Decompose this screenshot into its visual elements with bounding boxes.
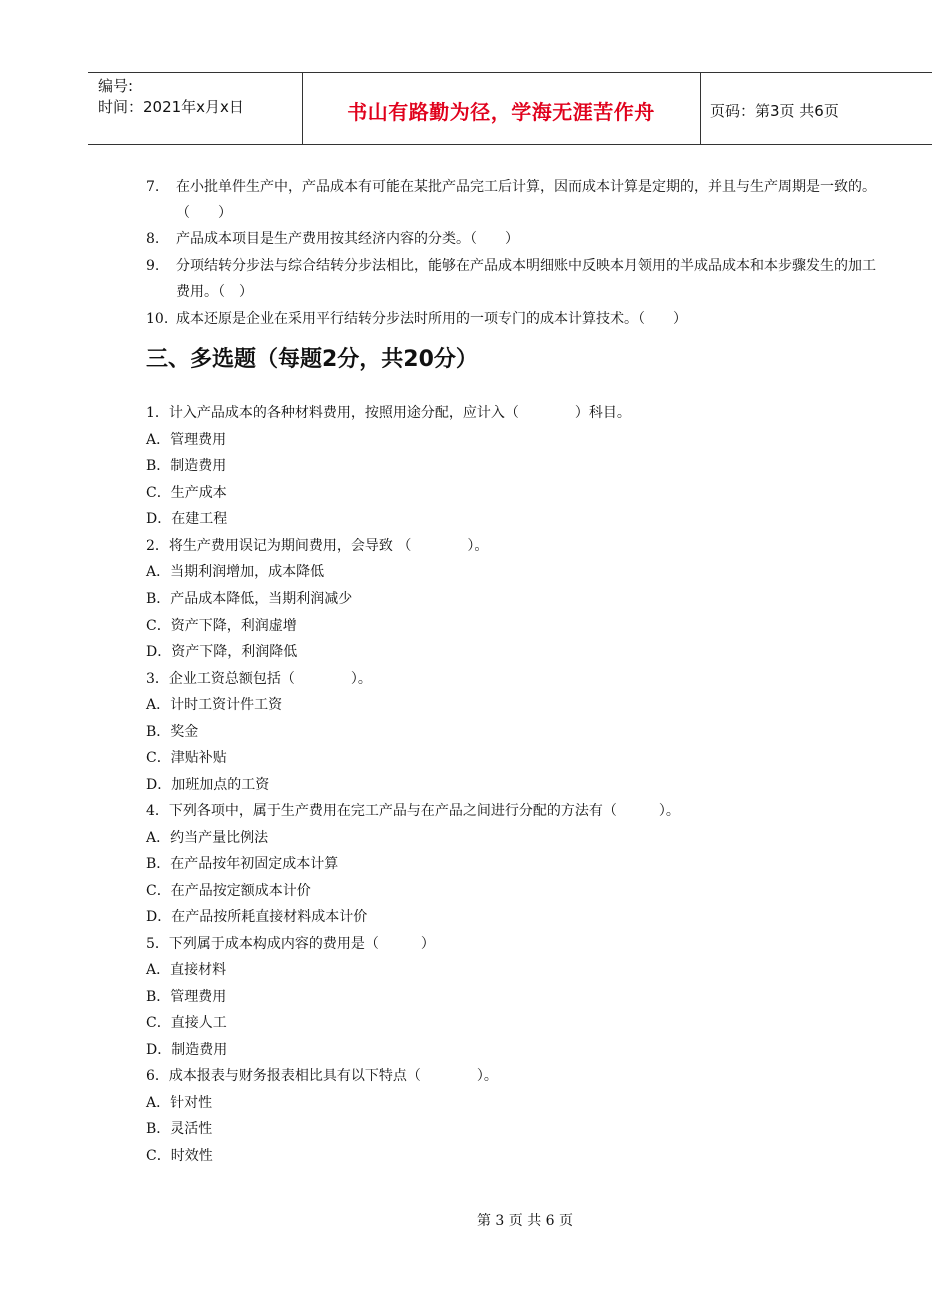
tf-item-9 [146, 253, 876, 305]
tf-number: 9. [146, 258, 160, 274]
tf-item-7 [146, 174, 876, 226]
option-line: B．在产品按年初固定成本计算 [146, 856, 339, 872]
header-bottom-rule [88, 144, 932, 145]
option-line: A．计时工资计件工资 [146, 697, 283, 713]
tf-item-8 [146, 226, 876, 252]
option-line: A．针对性 [146, 1095, 213, 1111]
question-3: 3．企业工资总额包括（ ）。 [146, 671, 372, 687]
option-line: D．在产品按所耗直接材料成本计价 [146, 909, 368, 925]
option-line: A．当期利润增加，成本降低 [146, 564, 325, 580]
header-top-rule [88, 72, 932, 73]
serial-label: 编号: [98, 77, 134, 95]
tf-text: 分项结转分步法与综合结转分步法相比，能够在产品成本明细账中反映本月领用的半成品成本和本步骤发生的加工费用。（ ） [176, 258, 876, 300]
option-line: A．直接材料 [146, 962, 227, 978]
question-4: 4．下列各项中，属于生产费用在完工产品与在产品之间进行分配的方法有（ ）。 [146, 803, 680, 819]
header-meta [98, 76, 244, 118]
tf-number: 10. [146, 311, 169, 327]
option-line: A．管理费用 [146, 432, 227, 448]
tf-item-10 [146, 306, 876, 332]
header-divider-right [700, 72, 701, 145]
option-line: B．管理费用 [146, 989, 227, 1005]
option-line: C．资产下降，利润虚增 [146, 618, 297, 634]
question-6: 6．成本报表与财务报表相比具有以下特点（ ）。 [146, 1068, 498, 1084]
option-line: B．产品成本降低，当期利润减少 [146, 591, 353, 607]
tf-text: 成本还原是企业在采用平行结转分步法时所用的一项专门的成本计算技术。（ ） [176, 311, 687, 327]
option-line: D．加班加点的工资 [146, 777, 270, 793]
header-motto: 书山有路勤为径，学海无涯苦作舟 [347, 100, 655, 124]
tf-text: 在小批单件生产中，产品成本有可能在某批产品完工后计算，因而成本计算是定期的，并且与生产周期是一致的。（ ） [176, 179, 876, 221]
option-line: C．津贴补贴 [146, 750, 227, 766]
option-line: B．灵活性 [146, 1121, 213, 1137]
option-line: C．在产品按定额成本计价 [146, 883, 311, 899]
tf-text: 产品成本项目是生产费用按其经济内容的分类。（ ） [176, 231, 519, 247]
tf-number: 7. [146, 179, 160, 195]
option-line: A．约当产量比例法 [146, 830, 269, 846]
section-title: 三、多选题（每题2分，共20分） [146, 347, 478, 372]
option-line: D．制造费用 [146, 1042, 228, 1058]
option-line: B．制造费用 [146, 458, 227, 474]
option-line: C．时效性 [146, 1148, 213, 1164]
option-line: D．在建工程 [146, 511, 228, 527]
page-footer: 第 3 页 共 6 页 [476, 1213, 574, 1229]
option-line: C．直接人工 [146, 1015, 227, 1031]
tf-number: 8. [146, 231, 160, 247]
option-line: D．资产下降，利润降低 [146, 644, 298, 660]
question-1: 1．计入产品成本的各种材料费用，按照用途分配，应计入（ ）科目。 [146, 405, 631, 421]
question-5: 5．下列属于成本构成内容的费用是（ ） [146, 936, 435, 952]
option-line: C．生产成本 [146, 485, 227, 501]
header-page-label: 页码：第3页 共6页 [710, 102, 839, 120]
option-line: B．奖金 [146, 724, 199, 740]
time-label: 时间：2021年x月x日 [98, 98, 244, 116]
question-2: 2．将生产费用误记为期间费用，会导致 （ ）。 [146, 538, 489, 554]
